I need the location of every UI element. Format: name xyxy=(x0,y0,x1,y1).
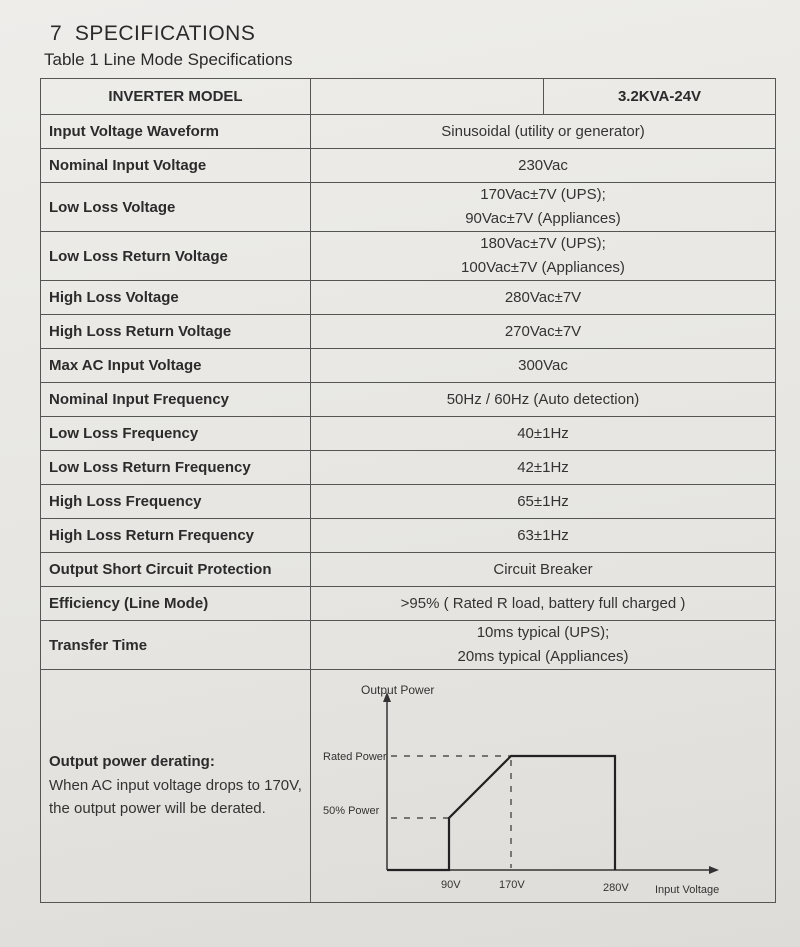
spec-label: Output Short Circuit Protection xyxy=(41,553,311,587)
spec-value-line: 20ms typical (Appliances) xyxy=(457,648,629,665)
spec-row xyxy=(41,383,776,417)
spec-value xyxy=(311,485,776,519)
model-header-value: 3.2KVA-24V xyxy=(617,88,702,105)
x-axis-arrow xyxy=(709,866,719,874)
derating-desc-line1: When AC input voltage drops to 170V, xyxy=(49,776,302,794)
spec-value xyxy=(311,383,776,417)
spec-value-line: 270Vac±7V xyxy=(504,322,582,340)
spec-label: High Loss Return Frequency xyxy=(41,519,311,553)
spec-row xyxy=(41,587,776,621)
spec-label: Low Loss Return Voltage xyxy=(41,232,311,281)
spec-rows xyxy=(41,115,776,670)
spec-value xyxy=(311,417,776,451)
spec-row xyxy=(41,315,776,349)
spec-value-line: 10ms typical (UPS); xyxy=(476,624,610,641)
spec-value xyxy=(311,115,776,149)
derating-title: Output power derating: xyxy=(49,752,215,770)
section-number: 7 xyxy=(50,22,63,45)
model-header-blank xyxy=(311,79,544,114)
spec-row xyxy=(41,485,776,519)
spec-label: Nominal Input Frequency xyxy=(41,383,311,417)
spec-label: Efficiency (Line Mode) xyxy=(41,587,311,621)
tick-170v: 170V xyxy=(499,879,525,891)
spec-row xyxy=(41,281,776,315)
spec-value xyxy=(311,232,776,281)
spec-value-line: 40±1Hz xyxy=(517,424,569,442)
spec-value-line: 90Vac±7V (Appliances) xyxy=(465,210,621,227)
spec-label: High Loss Voltage xyxy=(41,281,311,315)
spec-value xyxy=(311,587,776,621)
spec-value xyxy=(311,315,776,349)
derating-curve xyxy=(387,756,615,870)
spec-value-line: 230Vac xyxy=(518,156,568,174)
spec-value xyxy=(311,149,776,183)
spec-value xyxy=(311,451,776,485)
header-row xyxy=(41,79,776,115)
spec-value-line: >95% ( Rated R load, battery full charged ) xyxy=(400,594,686,612)
tick-90v: 90V xyxy=(441,879,461,891)
spec-row xyxy=(41,451,776,485)
spec-value-line: 50Hz / 60Hz (Auto detection) xyxy=(446,390,640,408)
spec-label: Low Loss Return Frequency xyxy=(41,451,311,485)
spec-row xyxy=(41,183,776,232)
spec-value-line: 300Vac xyxy=(518,356,568,374)
spec-row xyxy=(41,621,776,670)
x-axis-label: Input Voltage xyxy=(655,884,720,896)
table-caption: Table 1 Line Mode Specifications xyxy=(44,50,293,69)
model-header-value-cell xyxy=(311,79,776,115)
derating-chart xyxy=(311,670,775,898)
spec-value-line: 100Vac±7V (Appliances) xyxy=(461,259,625,276)
model-header-label: INVERTER MODEL xyxy=(41,79,311,115)
half-power-label: 50% Power xyxy=(323,805,380,817)
spec-row xyxy=(41,115,776,149)
spec-label: Input Voltage Waveform xyxy=(41,115,311,149)
spec-value-line: 170Vac±7V (UPS); xyxy=(480,186,606,203)
spec-value-line: 280Vac±7V xyxy=(504,288,582,306)
derating-row xyxy=(41,670,776,903)
spec-value-line: Sinusoidal (utility or generator) xyxy=(441,122,645,140)
spec-row xyxy=(41,149,776,183)
rated-power-label: Rated Power xyxy=(323,751,387,763)
spec-label: Nominal Input Voltage xyxy=(41,149,311,183)
spec-label: Transfer Time xyxy=(41,621,311,670)
spec-value xyxy=(311,183,776,232)
spec-value-line: 180Vac±7V (UPS); xyxy=(480,235,606,252)
spec-value xyxy=(311,553,776,587)
spec-row xyxy=(41,349,776,383)
spec-value xyxy=(311,519,776,553)
derating-text-cell xyxy=(41,670,311,903)
spec-value-line: 65±1Hz xyxy=(517,492,569,510)
derating-desc-line2: the output power will be derated. xyxy=(49,799,266,817)
spec-table xyxy=(40,78,776,903)
spec-value-line: 42±1Hz xyxy=(517,458,569,476)
spec-label: High Loss Return Voltage xyxy=(41,315,311,349)
spec-label: Max AC Input Voltage xyxy=(41,349,311,383)
spec-row xyxy=(41,553,776,587)
derating-chart-cell xyxy=(311,670,776,903)
spec-label: High Loss Frequency xyxy=(41,485,311,519)
spec-value xyxy=(311,349,776,383)
spec-label: Low Loss Frequency xyxy=(41,417,311,451)
spec-row xyxy=(41,519,776,553)
section-heading: SPECIFICATIONS xyxy=(74,22,256,45)
y-axis-label: Output Power xyxy=(361,683,435,697)
spec-row xyxy=(41,232,776,281)
spec-row xyxy=(41,417,776,451)
spec-label: Low Loss Voltage xyxy=(41,183,311,232)
spec-value xyxy=(311,621,776,670)
tick-280v: 280V xyxy=(603,882,629,894)
spec-value xyxy=(311,281,776,315)
spec-value-line: Circuit Breaker xyxy=(493,560,593,578)
spec-value-line: 63±1Hz xyxy=(517,526,569,544)
section-title xyxy=(50,22,255,46)
